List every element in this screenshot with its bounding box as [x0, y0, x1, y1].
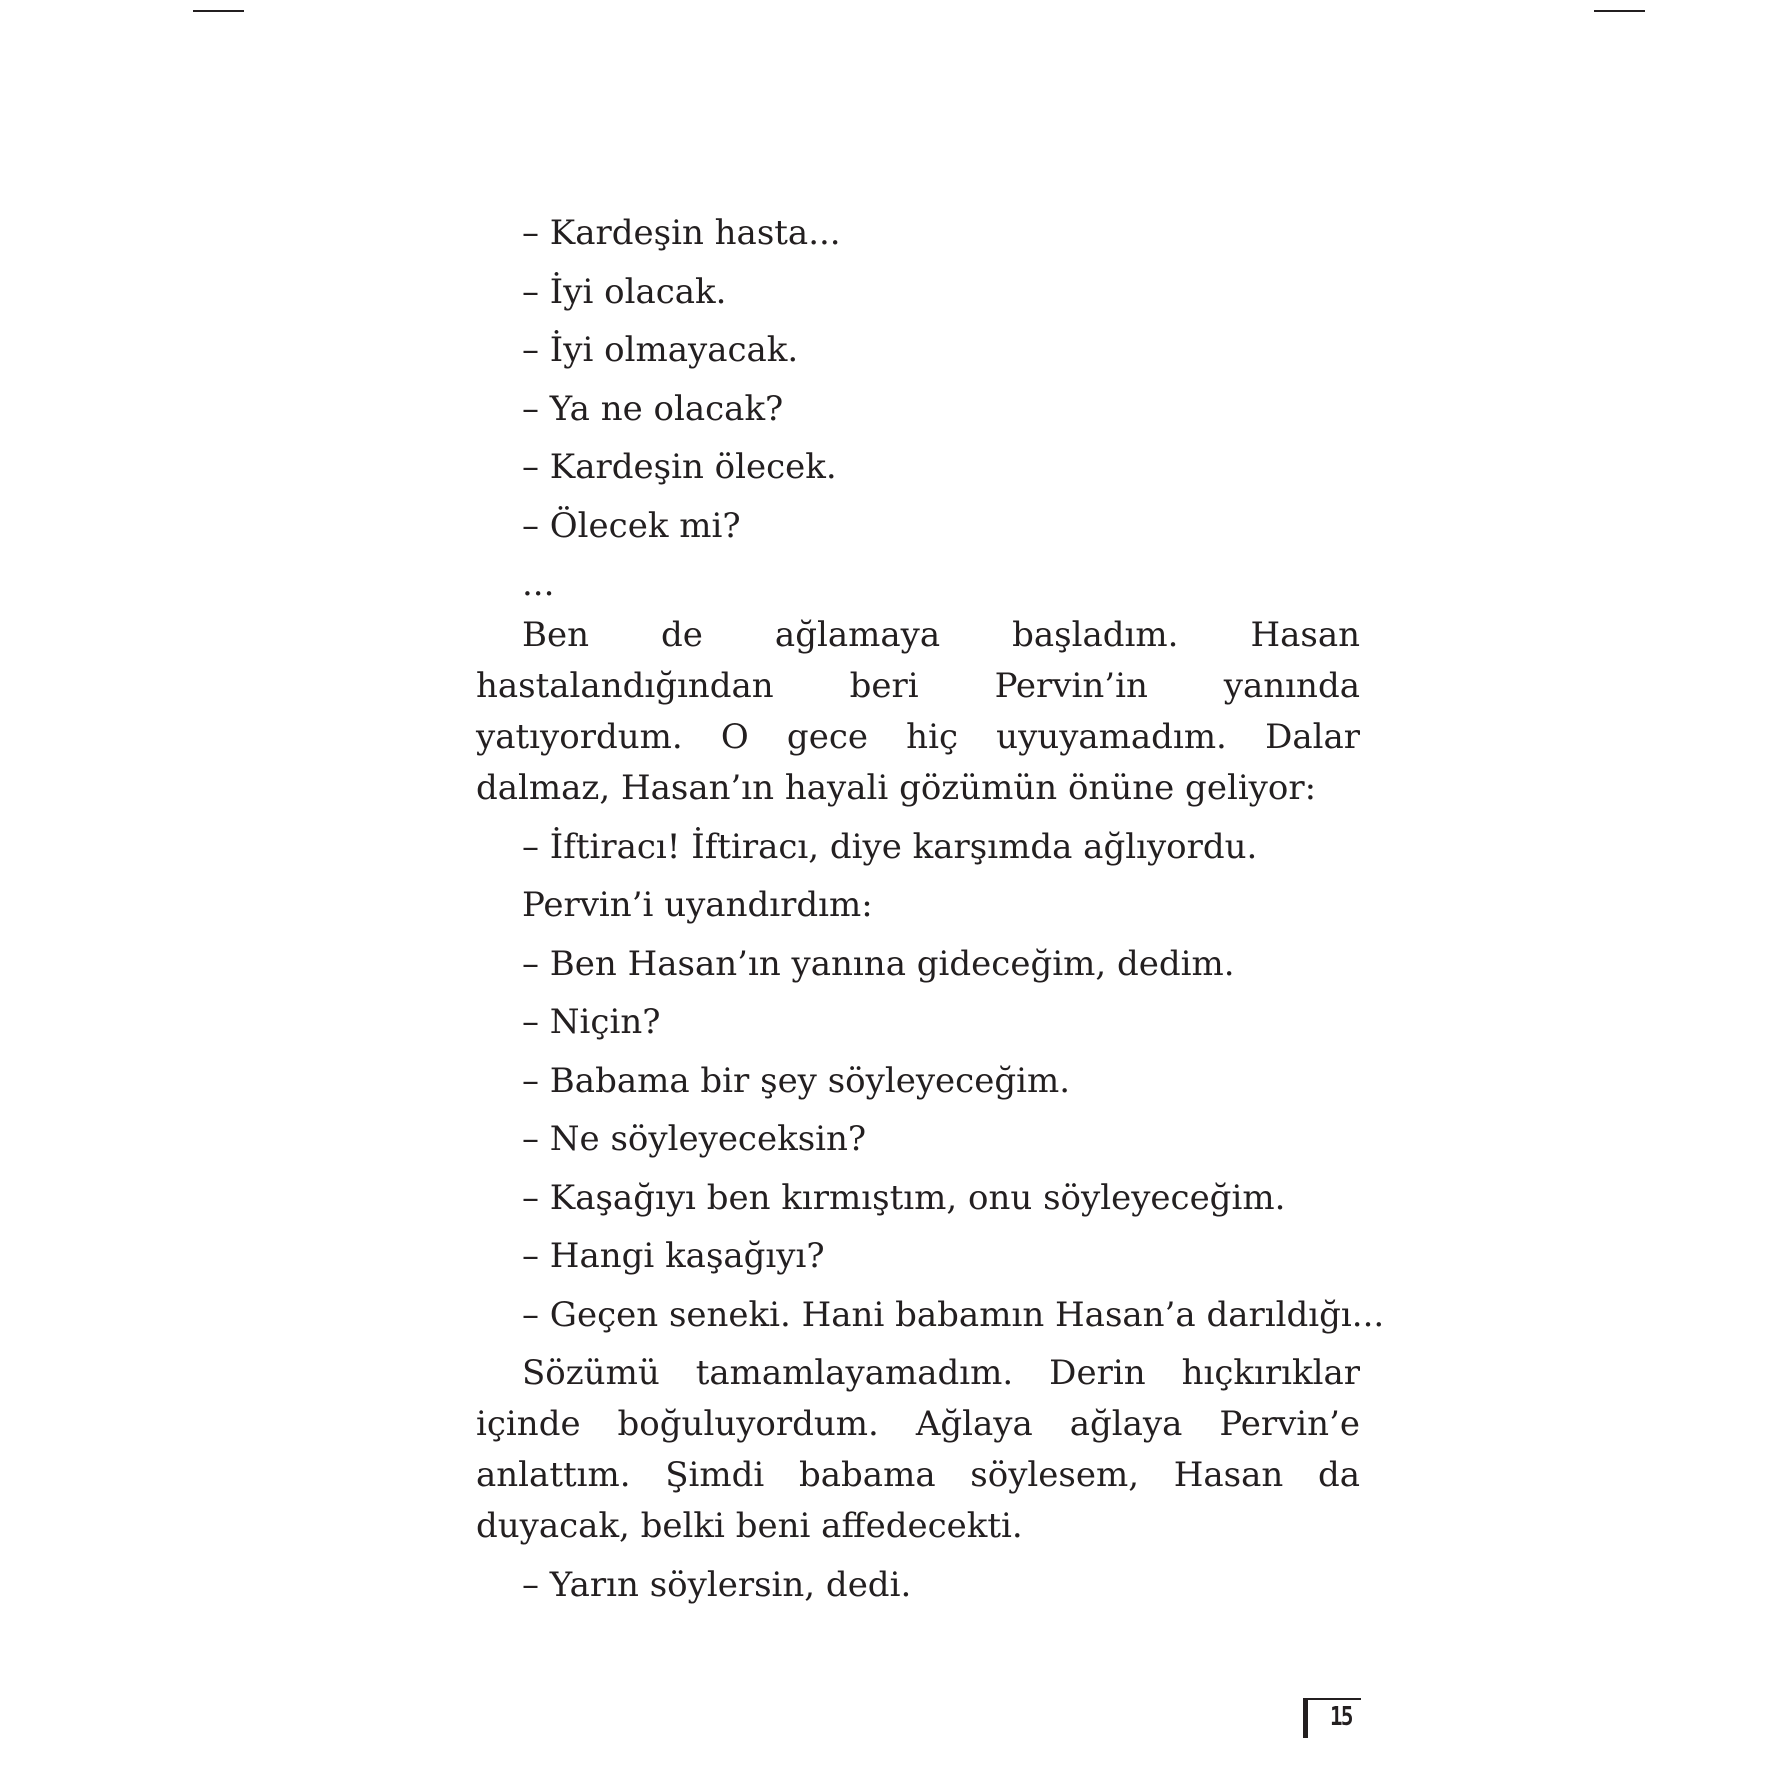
dialogue-line: – Ya ne olacak? [522, 388, 784, 429]
dialogue-line: Pervin’i uyandırdım: [522, 885, 873, 925]
paragraph: Sözümü tamamlayamadım. Derin hıçkırıklar içinde boğuluyordum. Ağlaya ağlaya Pervin’e anlattım. Şimdi babama söylesem, Hasan da duyacak, belki beni affedecekti. [476, 1353, 1360, 1546]
dialogue-line: – Ne söyleyeceksin? [522, 1119, 867, 1159]
page-body-text [476, 208, 1385, 1618]
page-number: 15 [1330, 1702, 1352, 1732]
dialogue-line: – Kardeşin ölecek. [522, 447, 837, 487]
dialogue-line: – Geçen seneki. Hani babamın Hasan’a darıldığı... [522, 1294, 1385, 1335]
dialogue-line: – Yarın söylersin, dedi. [522, 1564, 912, 1605]
dialogue-line: – İftiracı! İftiracı, diye karşımda ağlıyordu. [522, 826, 1258, 867]
folio-rule-horizontal [1303, 1698, 1361, 1700]
page-number-box [1303, 1698, 1361, 1738]
dialogue-line: – Kardeşin hasta... [522, 213, 841, 253]
ellipsis-line: ... [522, 564, 555, 604]
crop-mark-right [1594, 10, 1645, 12]
dialogue-line: – Babama bir şey söyleyeceğim. [522, 1060, 1071, 1101]
dialogue-line: – Kaşağıyı ben kırmıştım, onu söyleyeceğim. [522, 1177, 1286, 1218]
dialogue-line: – İyi olmayacak. [522, 330, 799, 370]
dialogue-line: – Ölecek mi? [522, 505, 741, 546]
dialogue-line: – İyi olacak. [522, 271, 727, 312]
dialogue-line: – Ben Hasan’ın yanına gideceğim, dedim. [522, 943, 1235, 984]
dialogue-line: – Hangi kaşağıyı? [522, 1236, 825, 1276]
folio-rule-vertical [1303, 1698, 1308, 1738]
paragraph: Ben de ağlamaya başladım. Hasan hastalandığından beri Pervin’in yanında yatıyordum. O gece hiç uyuyamadım. Dalar dalmaz, Hasan’ın hayali gözümün önüne geliyor: [476, 615, 1360, 808]
crop-mark-left [193, 10, 244, 12]
dialogue-line: – Niçin? [522, 1002, 661, 1042]
